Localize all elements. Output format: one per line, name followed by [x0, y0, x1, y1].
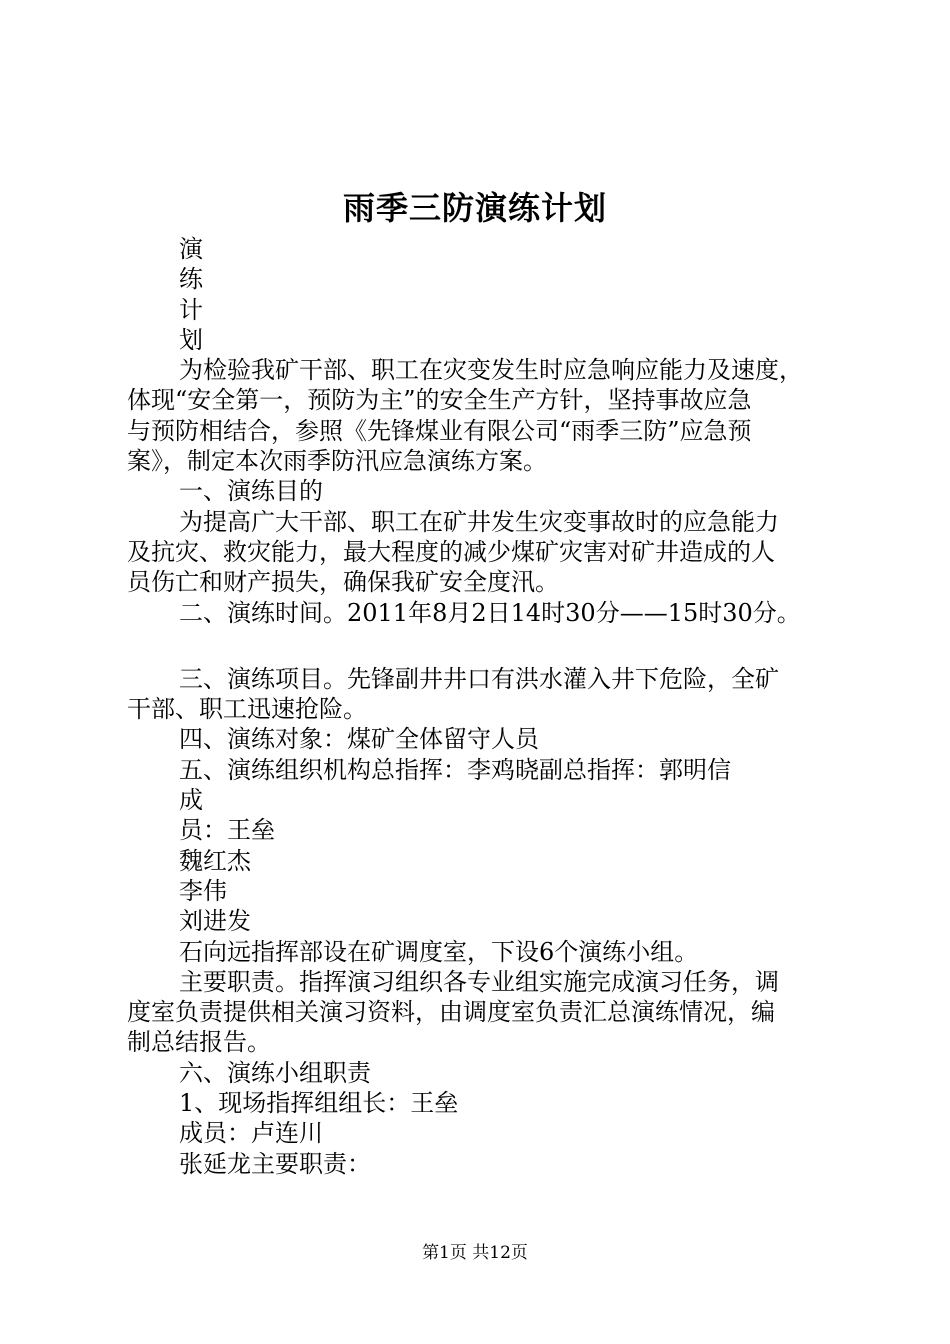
- text-line: 与预防相结合，参照《先锋煤业有限公司“雨季三防”应急预: [127, 416, 752, 445]
- text-line: 演: [179, 235, 203, 263]
- text-line: 李伟: [179, 876, 227, 905]
- text-line: 为提高广大干部、职工在矿井发生灾变事故时的应急能力: [179, 507, 779, 536]
- text-line: 为检验我矿干部、职工在灾变发生时应急响应能力及速度，: [179, 356, 803, 385]
- text-line: 成员：卢连川: [179, 1119, 323, 1148]
- section-heading: 三、演练项目。先锋副井井口有洪水灌入井下危险，全矿: [179, 664, 779, 693]
- text-line: 员伤亡和财产损失，确保我矿安全度汛。: [127, 568, 559, 597]
- document-title: 雨季三防演练计划: [342, 189, 607, 227]
- blank-line: [127, 628, 837, 664]
- text-line: 练: [179, 265, 203, 294]
- section-heading: 六、演练小组职责: [179, 1058, 371, 1087]
- text-line: 成: [179, 786, 203, 815]
- text-line: 1、现场指挥组组长：王垒: [179, 1089, 459, 1118]
- text-line: 计: [179, 295, 203, 324]
- text-line: 刘进发: [179, 907, 251, 936]
- page-number: 第1页 共12页: [422, 1243, 528, 1263]
- section-heading: 四、演练对象：煤矿全体留守人员: [179, 725, 539, 754]
- section-heading: 五、演练组织机构总指挥：李鸡晓副总指挥：郭明信: [179, 755, 731, 784]
- text-line: 划: [179, 325, 203, 354]
- text-line: 主要职责。指挥演习组织各专业组实施完成演习任务，调: [179, 967, 779, 996]
- section-heading: 一、演练目的: [179, 477, 323, 506]
- text-line: 石向远指挥部设在矿调度室，下设6个演练小组。: [179, 937, 699, 966]
- section-heading: 二、演练时间。2011年8月2日14时30分——15时30分。: [179, 598, 801, 627]
- text-line: 制总结报告。: [127, 1028, 271, 1057]
- text-line: 度室负责提供相关演习资料，由调度室负责汇总演练情况，编: [127, 998, 775, 1027]
- text-line: 干部、职工迅速抢险。: [127, 695, 367, 724]
- text-line: 张延龙主要职责：: [179, 1149, 371, 1178]
- text-line: 魏红杰: [179, 846, 251, 875]
- document-body: [127, 234, 837, 1179]
- text-line: 案》，制定本次雨季防汛应急演练方案。: [127, 447, 547, 476]
- text-line: 及抗灾、救灾能力，最大程度的减少煤矿灾害对矿井造成的人: [127, 537, 775, 566]
- text-line: 体现“安全第一，预防为主”的安全生产方针，坚持事故应急: [127, 386, 752, 415]
- text-line: 员：王垒: [179, 816, 275, 845]
